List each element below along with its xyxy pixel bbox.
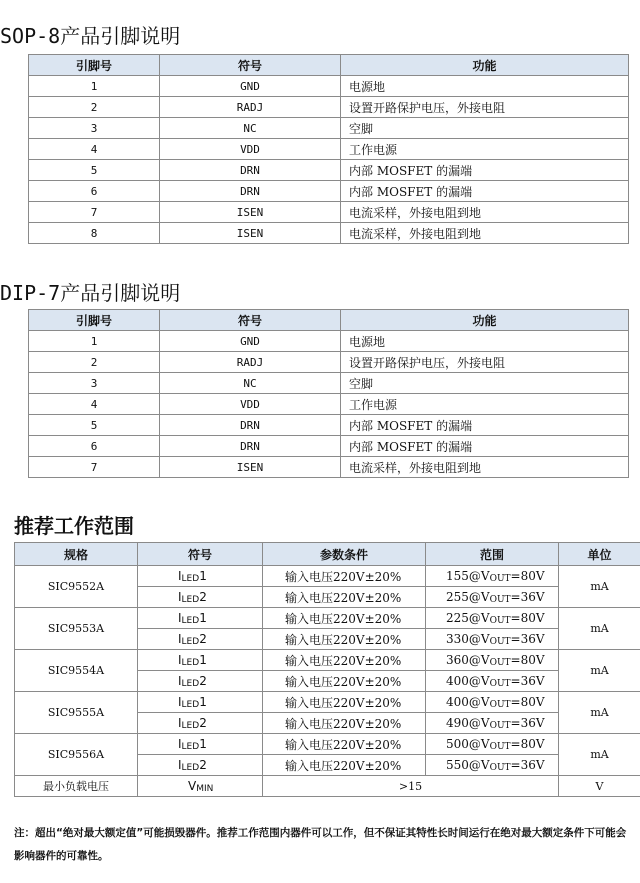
range-value: 400@V xyxy=(446,673,490,688)
pin-symbol: NC xyxy=(160,373,341,394)
pin-symbol: ISEN xyxy=(160,223,341,244)
symbol-letter: I xyxy=(178,610,182,625)
model-name: SIC9552A xyxy=(15,566,138,608)
range-value: 155@V xyxy=(446,568,490,583)
symbol-letter: I xyxy=(178,652,182,667)
symbol-letter: I xyxy=(178,673,182,688)
header-range: 范围 xyxy=(426,543,559,566)
symbol-letter: I xyxy=(178,736,182,751)
pin-symbol: NC xyxy=(160,118,341,139)
table-row xyxy=(29,394,629,415)
symbol-cell xyxy=(138,608,263,629)
pin-symbol: RADJ xyxy=(160,352,341,373)
symbol-subscript: LED xyxy=(181,762,200,773)
range-value: 360@V xyxy=(446,652,490,667)
range-subscript: OUT xyxy=(489,678,511,689)
header-symbol: 符号 xyxy=(160,310,341,331)
symbol-cell xyxy=(138,587,263,608)
pin-symbol: DRN xyxy=(160,181,341,202)
symbol-subscript: LED xyxy=(181,573,200,584)
range-rest: =36V xyxy=(510,757,545,772)
symbol-index: 2 xyxy=(199,589,207,604)
symbol-index: 2 xyxy=(199,757,207,772)
pin-function: 工作电源 xyxy=(341,394,629,415)
table-row xyxy=(29,223,629,244)
range-cell xyxy=(426,587,559,608)
symbol-subscript: LED xyxy=(181,636,200,647)
symbol-subscript: LED xyxy=(181,699,200,710)
symbol-subscript: LED xyxy=(181,678,200,689)
sop8-title: SOP-8产品引脚说明 xyxy=(0,24,181,48)
table-row xyxy=(29,118,629,139)
symbol-subscript: LED xyxy=(181,615,200,626)
pin-number: 1 xyxy=(29,76,160,97)
symbol-subscript: LED xyxy=(181,741,200,752)
min-load-name: 最小负载电压 xyxy=(15,776,138,797)
pin-symbol: RADJ xyxy=(160,97,341,118)
symbol-index: 1 xyxy=(199,736,207,751)
pin-number: 4 xyxy=(29,394,160,415)
pin-number: 6 xyxy=(29,436,160,457)
range-subscript: OUT xyxy=(489,741,511,752)
range-value: 225@V xyxy=(446,610,490,625)
range-header-row xyxy=(15,543,640,566)
symbol-index: 1 xyxy=(199,610,207,625)
model-name: SIC9556A xyxy=(15,734,138,776)
table-row xyxy=(29,415,629,436)
condition-cell: 输入电压220V±20% xyxy=(263,671,426,692)
range-subscript: OUT xyxy=(489,636,511,647)
condition-cell: 输入电压220V±20% xyxy=(263,608,426,629)
min-load-unit: V xyxy=(559,776,640,797)
range-subscript: OUT xyxy=(489,762,511,773)
pin-symbol: VDD xyxy=(160,139,341,160)
symbol-letter: V xyxy=(188,778,197,793)
table-row xyxy=(29,160,629,181)
range-rest: =36V xyxy=(510,715,545,730)
condition-cell: 输入电压220V±20% xyxy=(263,755,426,776)
range-rest: =80V xyxy=(510,610,545,625)
table-row xyxy=(15,650,640,671)
model-name: SIC9555A xyxy=(15,692,138,734)
symbol-cell xyxy=(138,692,263,713)
table-row xyxy=(15,734,640,755)
range-cell xyxy=(426,650,559,671)
range-value: 255@V xyxy=(446,589,490,604)
header-function: 功能 xyxy=(341,310,629,331)
range-subscript: OUT xyxy=(489,657,511,668)
pin-function: 电流采样，外接电阻到地 xyxy=(341,223,629,244)
unit-cell: mA xyxy=(559,566,640,608)
range-cell xyxy=(426,734,559,755)
header-unit: 单位 xyxy=(559,543,640,566)
pin-number: 2 xyxy=(29,97,160,118)
model-name: SIC9554A xyxy=(15,650,138,692)
symbol-index: 2 xyxy=(199,673,207,688)
range-subscript: OUT xyxy=(489,594,511,605)
table-row xyxy=(29,139,629,160)
symbol-letter: I xyxy=(178,694,182,709)
header-function: 功能 xyxy=(341,55,629,76)
range-subscript: OUT xyxy=(489,573,511,584)
symbol-cell xyxy=(138,734,263,755)
range-rest: =36V xyxy=(510,631,545,646)
pin-function: 工作电源 xyxy=(341,139,629,160)
pin-function: 电源地 xyxy=(341,331,629,352)
condition-cell: 输入电压220V±20% xyxy=(263,713,426,734)
pin-function: 电流采样，外接电阻到地 xyxy=(341,457,629,478)
pin-symbol: DRN xyxy=(160,415,341,436)
range-cell xyxy=(426,755,559,776)
symbol-subscript: LED xyxy=(181,657,200,668)
pin-function: 内部 MOSFET 的漏端 xyxy=(341,181,629,202)
symbol-index: 1 xyxy=(199,694,207,709)
pin-function: 内部 MOSFET 的漏端 xyxy=(341,415,629,436)
pin-symbol: DRN xyxy=(160,436,341,457)
range-title: 推荐工作范围 xyxy=(14,514,134,538)
pin-function: 设置开路保护电压，外接电阻 xyxy=(341,97,629,118)
unit-cell: mA xyxy=(559,608,640,650)
pin-number: 7 xyxy=(29,202,160,223)
pin-function: 设置开路保护电压，外接电阻 xyxy=(341,352,629,373)
symbol-cell xyxy=(138,671,263,692)
table-row xyxy=(29,202,629,223)
symbol-index: 2 xyxy=(199,631,207,646)
pin-function: 电流采样，外接电阻到地 xyxy=(341,202,629,223)
table-row xyxy=(29,457,629,478)
pin-number: 2 xyxy=(29,352,160,373)
pin-symbol: VDD xyxy=(160,394,341,415)
range-subscript: OUT xyxy=(489,615,511,626)
table-row xyxy=(15,776,640,797)
range-cell xyxy=(426,671,559,692)
table-row xyxy=(29,373,629,394)
range-value: 500@V xyxy=(446,736,490,751)
range-cell xyxy=(426,608,559,629)
unit-cell: mA xyxy=(559,734,640,776)
range-cell xyxy=(426,692,559,713)
table-row xyxy=(29,181,629,202)
table-row xyxy=(15,566,640,587)
range-value: 400@V xyxy=(446,694,490,709)
table-row xyxy=(15,608,640,629)
pin-function: 内部 MOSFET 的漏端 xyxy=(341,160,629,181)
range-subscript: OUT xyxy=(489,720,511,731)
pin-function: 空脚 xyxy=(341,373,629,394)
pin-symbol: ISEN xyxy=(160,457,341,478)
header-symbol: 符号 xyxy=(160,55,341,76)
footnote: 注：超出“绝对最大额定值”可能损毁器件。推荐工作范围内器件可以工作，但不保证其特性长时间运行在绝对最大额定条件下可能会影响器件的可靠性。 xyxy=(14,827,627,862)
header-pin-number: 引脚号 xyxy=(29,310,160,331)
table-row xyxy=(29,331,629,352)
pin-number: 3 xyxy=(29,373,160,394)
unit-cell: mA xyxy=(559,650,640,692)
table-row xyxy=(29,97,629,118)
symbol-letter: I xyxy=(178,715,182,730)
symbol-subscript: LED xyxy=(181,720,200,731)
symbol-letter: I xyxy=(178,589,182,604)
table-row xyxy=(29,76,629,97)
pin-function: 电源地 xyxy=(341,76,629,97)
pin-number: 7 xyxy=(29,457,160,478)
range-value: 490@V xyxy=(446,715,490,730)
symbol-subscript: LED xyxy=(181,594,200,605)
pin-symbol: GND xyxy=(160,76,341,97)
range-value: 330@V xyxy=(446,631,490,646)
pin-function: 空脚 xyxy=(341,118,629,139)
table-row xyxy=(29,352,629,373)
symbol-letter: I xyxy=(178,568,182,583)
pin-symbol: ISEN xyxy=(160,202,341,223)
symbol-cell xyxy=(138,629,263,650)
symbol-index: 2 xyxy=(199,715,207,730)
range-rest: =80V xyxy=(510,568,545,583)
header-condition: 参数条件 xyxy=(263,543,426,566)
dip7-header-row xyxy=(29,310,629,331)
header-symbol: 符号 xyxy=(138,543,263,566)
min-load-value: >15 xyxy=(263,776,559,797)
range-cell xyxy=(426,566,559,587)
condition-cell: 输入电压220V±20% xyxy=(263,734,426,755)
model-name: SIC9553A xyxy=(15,608,138,650)
symbol-subscript: MIN xyxy=(196,783,214,794)
header-spec: 规格 xyxy=(15,543,138,566)
pin-symbol: GND xyxy=(160,331,341,352)
condition-cell: 输入电压220V±20% xyxy=(263,587,426,608)
pin-number: 1 xyxy=(29,331,160,352)
pin-number: 5 xyxy=(29,160,160,181)
symbol-letter: I xyxy=(178,631,182,646)
symbol-cell xyxy=(138,650,263,671)
range-rest: =80V xyxy=(510,694,545,709)
symbol-index: 1 xyxy=(199,568,207,583)
range-rest: =80V xyxy=(510,736,545,751)
symbol-letter: I xyxy=(178,757,182,772)
pin-number: 8 xyxy=(29,223,160,244)
table-row xyxy=(29,436,629,457)
dip7-pin-table xyxy=(28,309,629,478)
condition-cell: 输入电压220V±20% xyxy=(263,650,426,671)
symbol-cell xyxy=(138,566,263,587)
pin-function: 内部 MOSFET 的漏端 xyxy=(341,436,629,457)
pin-symbol: DRN xyxy=(160,160,341,181)
range-cell xyxy=(426,629,559,650)
symbol-cell xyxy=(138,713,263,734)
table-row xyxy=(15,692,640,713)
header-pin-number: 引脚号 xyxy=(29,55,160,76)
dip7-title: DIP-7产品引脚说明 xyxy=(0,281,181,305)
range-cell xyxy=(426,713,559,734)
pin-number: 3 xyxy=(29,118,160,139)
pin-number: 6 xyxy=(29,181,160,202)
min-load-symbol xyxy=(138,776,263,797)
pin-number: 5 xyxy=(29,415,160,436)
unit-cell: mA xyxy=(559,692,640,734)
condition-cell: 输入电压220V±20% xyxy=(263,566,426,587)
pin-number: 4 xyxy=(29,139,160,160)
range-rest: =36V xyxy=(510,673,545,688)
sop8-header-row xyxy=(29,55,629,76)
range-rest: =36V xyxy=(510,589,545,604)
sop8-pin-table xyxy=(28,54,629,244)
operating-range-table xyxy=(14,542,640,797)
condition-cell: 输入电压220V±20% xyxy=(263,629,426,650)
condition-cell: 输入电压220V±20% xyxy=(263,692,426,713)
symbol-cell xyxy=(138,755,263,776)
range-subscript: OUT xyxy=(489,699,511,710)
range-rest: =80V xyxy=(510,652,545,667)
range-value: 550@V xyxy=(446,757,490,772)
symbol-index: 1 xyxy=(199,652,207,667)
